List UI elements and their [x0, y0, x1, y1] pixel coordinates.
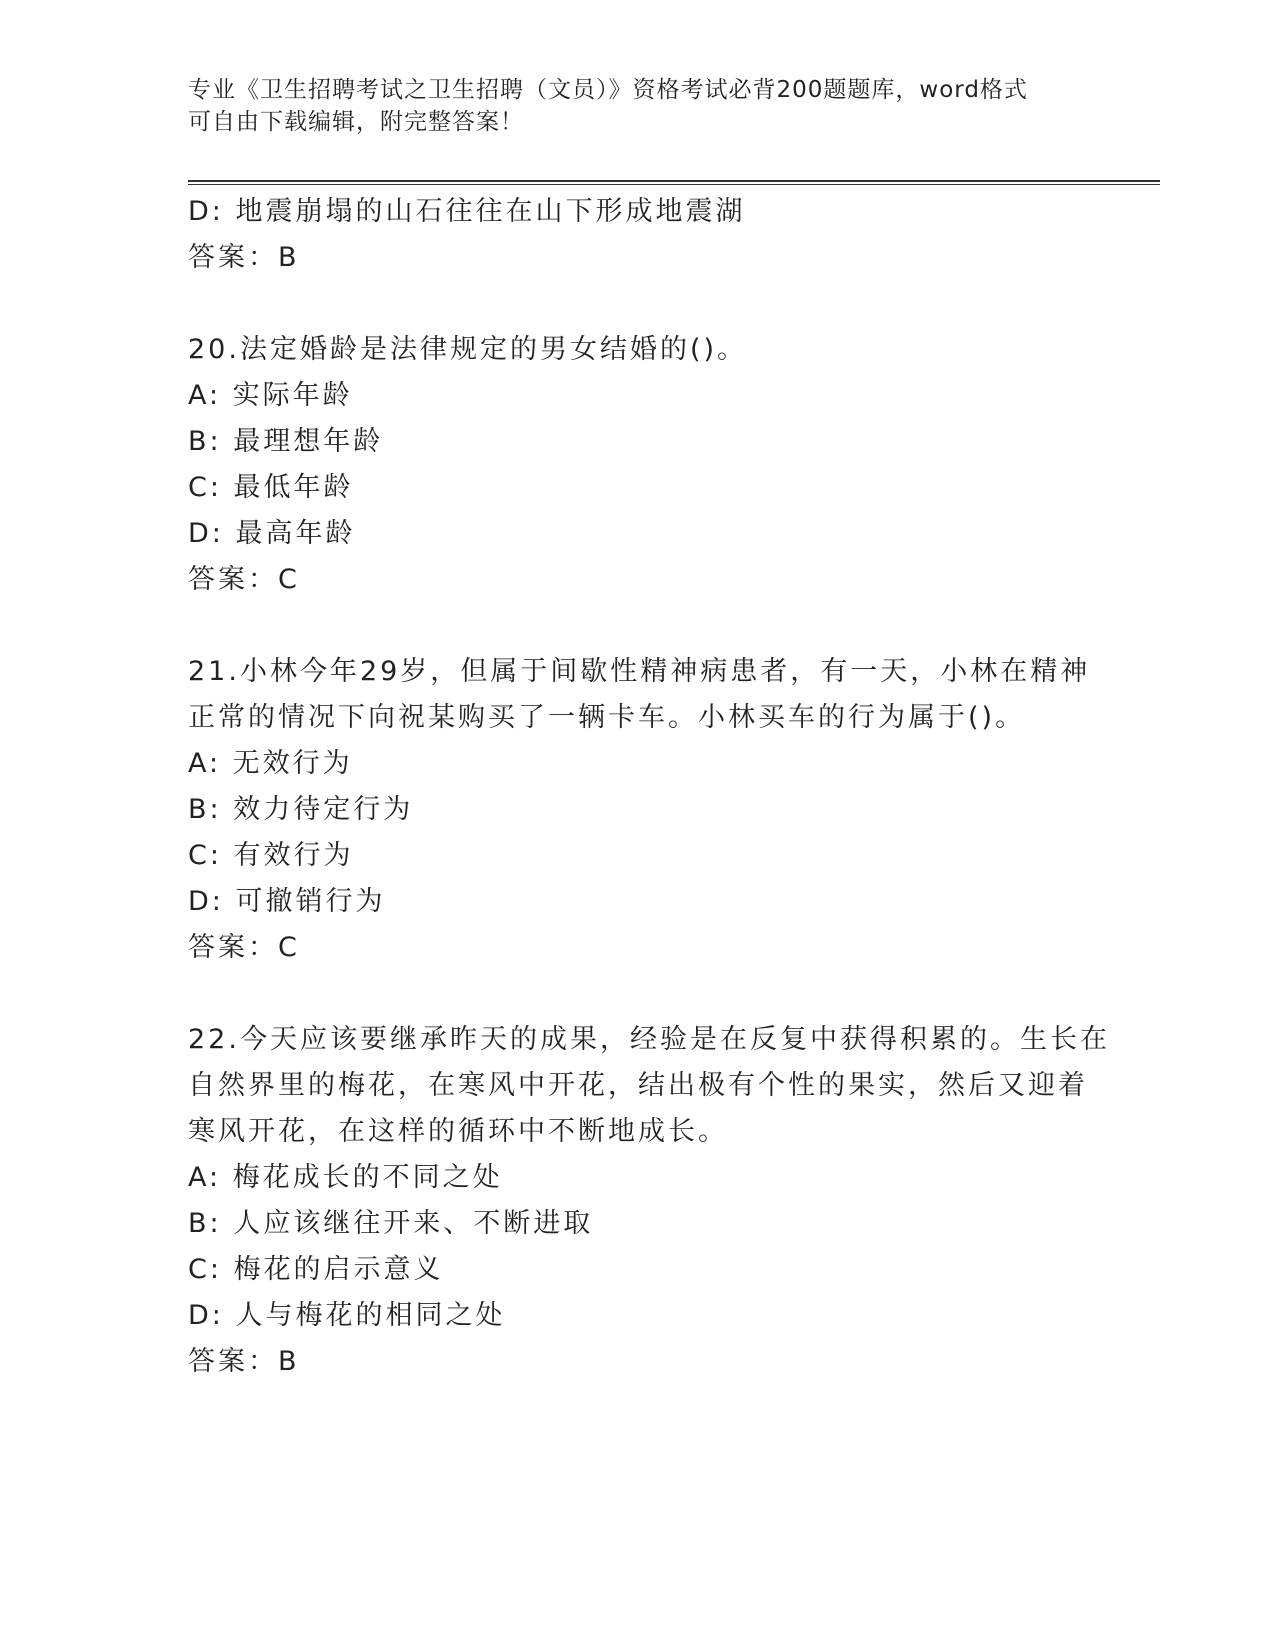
option-a: A: 实际年龄: [188, 380, 353, 411]
option-d: D: 最高年龄: [188, 518, 356, 549]
option-b: B: 人应该继往开来、不断进取: [188, 1208, 594, 1239]
document-header: [188, 74, 1088, 138]
question-20: [188, 327, 1088, 603]
header-line-1: 专业《卫生招聘考试之卫生招聘（文员）》资格考试必背200题题库，word格式: [188, 77, 1028, 103]
option-c: C: 梅花的启示意义: [188, 1254, 444, 1285]
question-stem: 20.法定婚龄是法律规定的男女结婚的()。: [188, 334, 748, 365]
option-a: A: 梅花成长的不同之处: [188, 1162, 503, 1193]
question-22: [188, 1017, 1110, 1385]
question-stem-line-1: 22.今天应该要继承昨天的成果，经验是在反复中获得积累的。生长在: [188, 1024, 1110, 1055]
option-b: B: 效力待定行为: [188, 794, 414, 825]
option-d: D: 地震崩塌的山石往往在山下形成地震湖: [188, 196, 746, 227]
option-d: D: 可撤销行为: [188, 886, 386, 917]
question-stem-line-1: 21.小林今年29岁，但属于间歇性精神病患者，有一天，小林在精神: [188, 656, 1091, 687]
document-body: [188, 189, 1110, 1385]
question-stem-line-2: 正常的情况下向祝某购买了一辆卡车。小林买车的行为属于()。: [188, 702, 1026, 733]
option-b: B: 最理想年龄: [188, 426, 384, 457]
option-c: C: 最低年龄: [188, 472, 354, 503]
option-d: D: 人与梅花的相同之处: [188, 1300, 506, 1331]
question-stem-line-3: 寒风开花，在这样的循环中不断地成长。: [188, 1116, 728, 1147]
question-stem-line-2: 自然界里的梅花，在寒风中开花，结出极有个性的果实，然后又迎着: [188, 1070, 1088, 1101]
option-a: A: 无效行为: [188, 748, 353, 779]
header-double-rule: [188, 180, 1160, 185]
option-c: C: 有效行为: [188, 840, 354, 871]
answer: 答案：B: [188, 242, 300, 273]
question-21: [188, 649, 1091, 971]
answer: 答案：B: [188, 1346, 300, 1377]
answer: 答案：C: [188, 564, 300, 595]
header-line-2: 可自由下载编辑，附完整答案！: [188, 109, 524, 135]
answer: 答案：C: [188, 932, 300, 963]
